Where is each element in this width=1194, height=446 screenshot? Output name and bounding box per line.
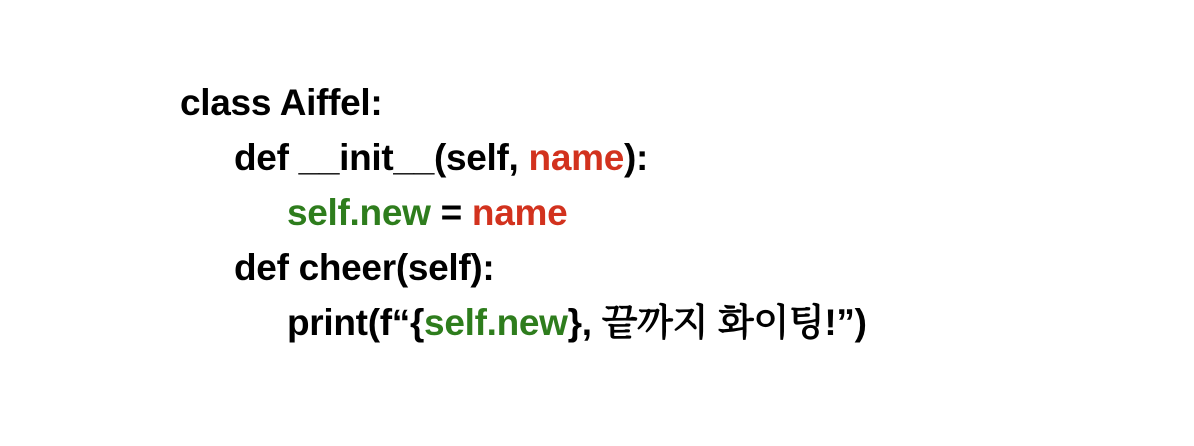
- assignment-value: name: [471, 192, 568, 233]
- init-prefix: def __init__(self,: [234, 137, 529, 178]
- code-line-cheer-def: [180, 240, 867, 295]
- print-suffix: }, 끝까지 화이팅!”): [567, 302, 867, 343]
- code-line-class-def: [180, 75, 867, 130]
- code-block: [180, 75, 867, 350]
- init-param-name: name: [528, 137, 624, 178]
- print-prefix: print(f“{: [287, 302, 425, 343]
- code-line-print: [180, 295, 867, 350]
- print-attribute: self.new: [424, 302, 568, 343]
- code-line-assignment: [180, 185, 867, 240]
- assignment-operator: =: [430, 192, 472, 233]
- cheer-declaration: def cheer(self):: [234, 247, 495, 288]
- class-declaration: class Aiffel:: [180, 82, 383, 123]
- code-line-init-def: [180, 130, 867, 185]
- assignment-attribute: self.new: [287, 192, 431, 233]
- init-suffix: ):: [623, 137, 649, 178]
